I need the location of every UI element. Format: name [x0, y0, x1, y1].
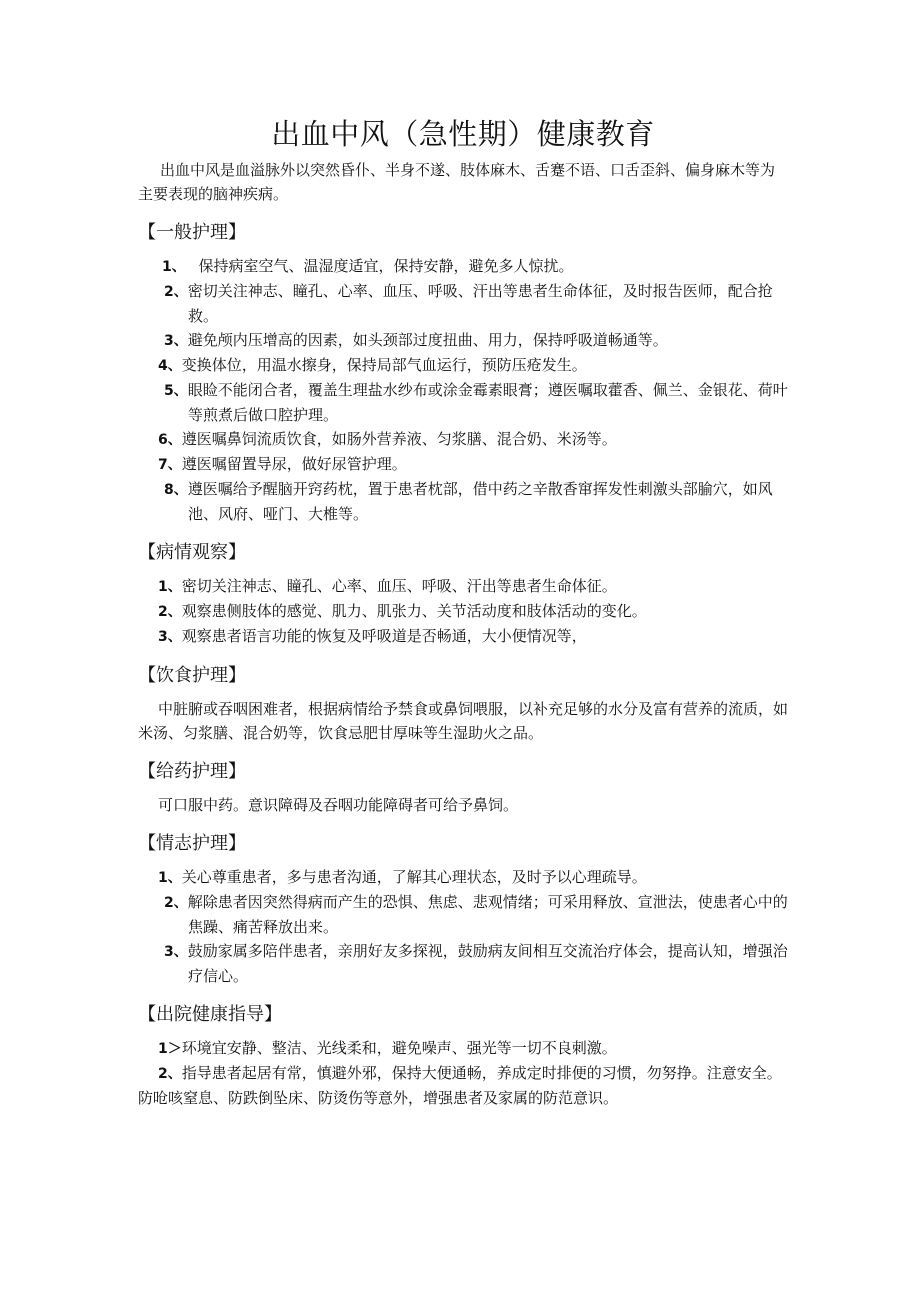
item-number: 5、	[164, 383, 188, 399]
discharge-item	[138, 1036, 788, 1061]
document-page	[138, 112, 788, 1110]
observation-list	[138, 574, 788, 649]
section-heading-observation: 【病情观察】	[138, 542, 246, 563]
list-item	[158, 890, 788, 939]
item-text: 观察患侧肢体的感觉、肌力、肌张力、关节活动度和肢体活动的变化。	[181, 602, 647, 620]
item-number: 8、	[164, 482, 188, 498]
item-text: 指导患者起居有常，慎避外邪，保持大便通畅，养成定时排便的习惯，勿努挣。注意安全。防呛咳窒息、防跌倒坠床、防烫伤等意外，增强患者及家属的防范意识。	[138, 1064, 782, 1107]
list-item	[158, 574, 788, 599]
item-number: 6、	[158, 432, 182, 448]
item-text: 遵医嘱鼻饲流质饮食，如肠外营养液、匀浆膳、混合奶、米汤等。	[181, 430, 617, 448]
item-text: 避免颅内压增高的因素，如头颈部过度扭曲、用力，保持呼吸道畅通等。	[187, 331, 668, 349]
item-text: 密切关注神志、瞳孔、心率、血压、呼吸、汗出等患者生命体征，及时报告医师，配合抢救。	[187, 282, 773, 325]
item-text: 变换体位，用温水擦身，保持局部气血运行，预防压疮发生。	[181, 356, 587, 374]
item-number: 2、	[158, 1066, 182, 1082]
document-title: 出血中风（急性期）健康教育	[271, 117, 655, 151]
item-number: 4、	[158, 358, 182, 374]
item-number: 1、	[162, 259, 179, 275]
intro-paragraph: 出血中风是血溢脉外以突然昏仆、半身不遂、肢体麻木、舌蹇不语、口舌歪斜、偏身麻木等为主要表现的脑神疾病。	[138, 161, 776, 203]
discharge-item	[138, 1061, 788, 1110]
list-item	[158, 599, 788, 624]
item-text: 遵医嘱给予醒脑开窍药枕，置于患者枕部，借中药之辛散香窜挥发性刺激头部腧穴，如风池、风府、哑门、大椎等。	[187, 480, 773, 523]
item-number: 7、	[158, 457, 182, 473]
list-item	[158, 279, 788, 328]
item-number: 2、	[164, 284, 188, 300]
item-text: 遵医嘱留置导尿，做好尿管护理。	[181, 455, 407, 473]
medication-paragraph: 可口服中药。意识障碍及吞咽功能障碍者可给予鼻饲。	[158, 796, 519, 814]
item-number: 2、	[158, 604, 182, 620]
list-item	[158, 427, 788, 452]
item-text: 鼓励家属多陪伴患者，亲朋好友多探视，鼓励病友间相互交流治疗体会，提高认知，增强治疗信心。	[187, 942, 788, 985]
diet-paragraph: 中脏腑或吞咽困难者，根据病情给予禁食或鼻饲喂服，以补充足够的水分及富有营养的流质，如米汤、匀浆膳、混合奶等，饮食忌肥甘厚味等生湿助火之品。	[138, 700, 789, 742]
item-text: 密切关注神志、瞳孔、心率、血压、呼吸、汗出等患者生命体征。	[181, 577, 617, 595]
item-number: 3、	[164, 333, 188, 349]
item-text: 关心尊重患者，多与患者沟通，了解其心理状态，及时予以心理疏导。	[181, 868, 647, 886]
list-item	[158, 254, 788, 279]
item-text: 解除患者因突然得病而产生的恐惧、焦虑、悲观情绪；可采用释放、宣泄法，使患者心中的焦躁、痛苦释放出来。	[187, 893, 788, 936]
list-item	[158, 452, 788, 477]
item-text: 眼睑不能闭合者，覆盖生理盐水纱布或涂金霉素眼膏；遵医嘱取藿香、佩兰、金银花、荷叶等煎煮后做口腔护理。	[187, 381, 788, 424]
item-text: 保持病室空气、温湿度适宜，保持安静，避免多人惊扰。	[178, 257, 574, 275]
general-care-list	[138, 254, 788, 526]
section-heading-discharge: 【出院健康指导】	[138, 1004, 282, 1025]
list-item	[158, 378, 788, 427]
list-item	[158, 353, 788, 378]
item-number: 3、	[164, 944, 188, 960]
item-text: 观察患者语言功能的恢复及呼吸道是否畅通，大小便情况等，	[181, 627, 587, 645]
section-heading-diet: 【饮食护理】	[138, 665, 246, 686]
section-heading-emotional: 【情志护理】	[138, 833, 246, 854]
item-number: 1、	[158, 870, 182, 886]
item-number: 1＞	[158, 1041, 182, 1057]
item-number: 1、	[158, 579, 182, 595]
list-item	[158, 328, 788, 353]
section-heading-general-care: 【一般护理】	[138, 222, 246, 243]
emotional-list	[138, 865, 788, 988]
section-heading-medication: 【给药护理】	[138, 761, 246, 782]
list-item	[158, 939, 788, 988]
list-item	[158, 477, 788, 526]
item-number: 3、	[158, 629, 182, 645]
item-number: 2、	[164, 895, 188, 911]
item-text: 环境宜安静、整洁、光线柔和，避免噪声、强光等一切不良刺激。	[181, 1039, 617, 1057]
list-item	[158, 624, 788, 649]
list-item	[158, 865, 788, 890]
